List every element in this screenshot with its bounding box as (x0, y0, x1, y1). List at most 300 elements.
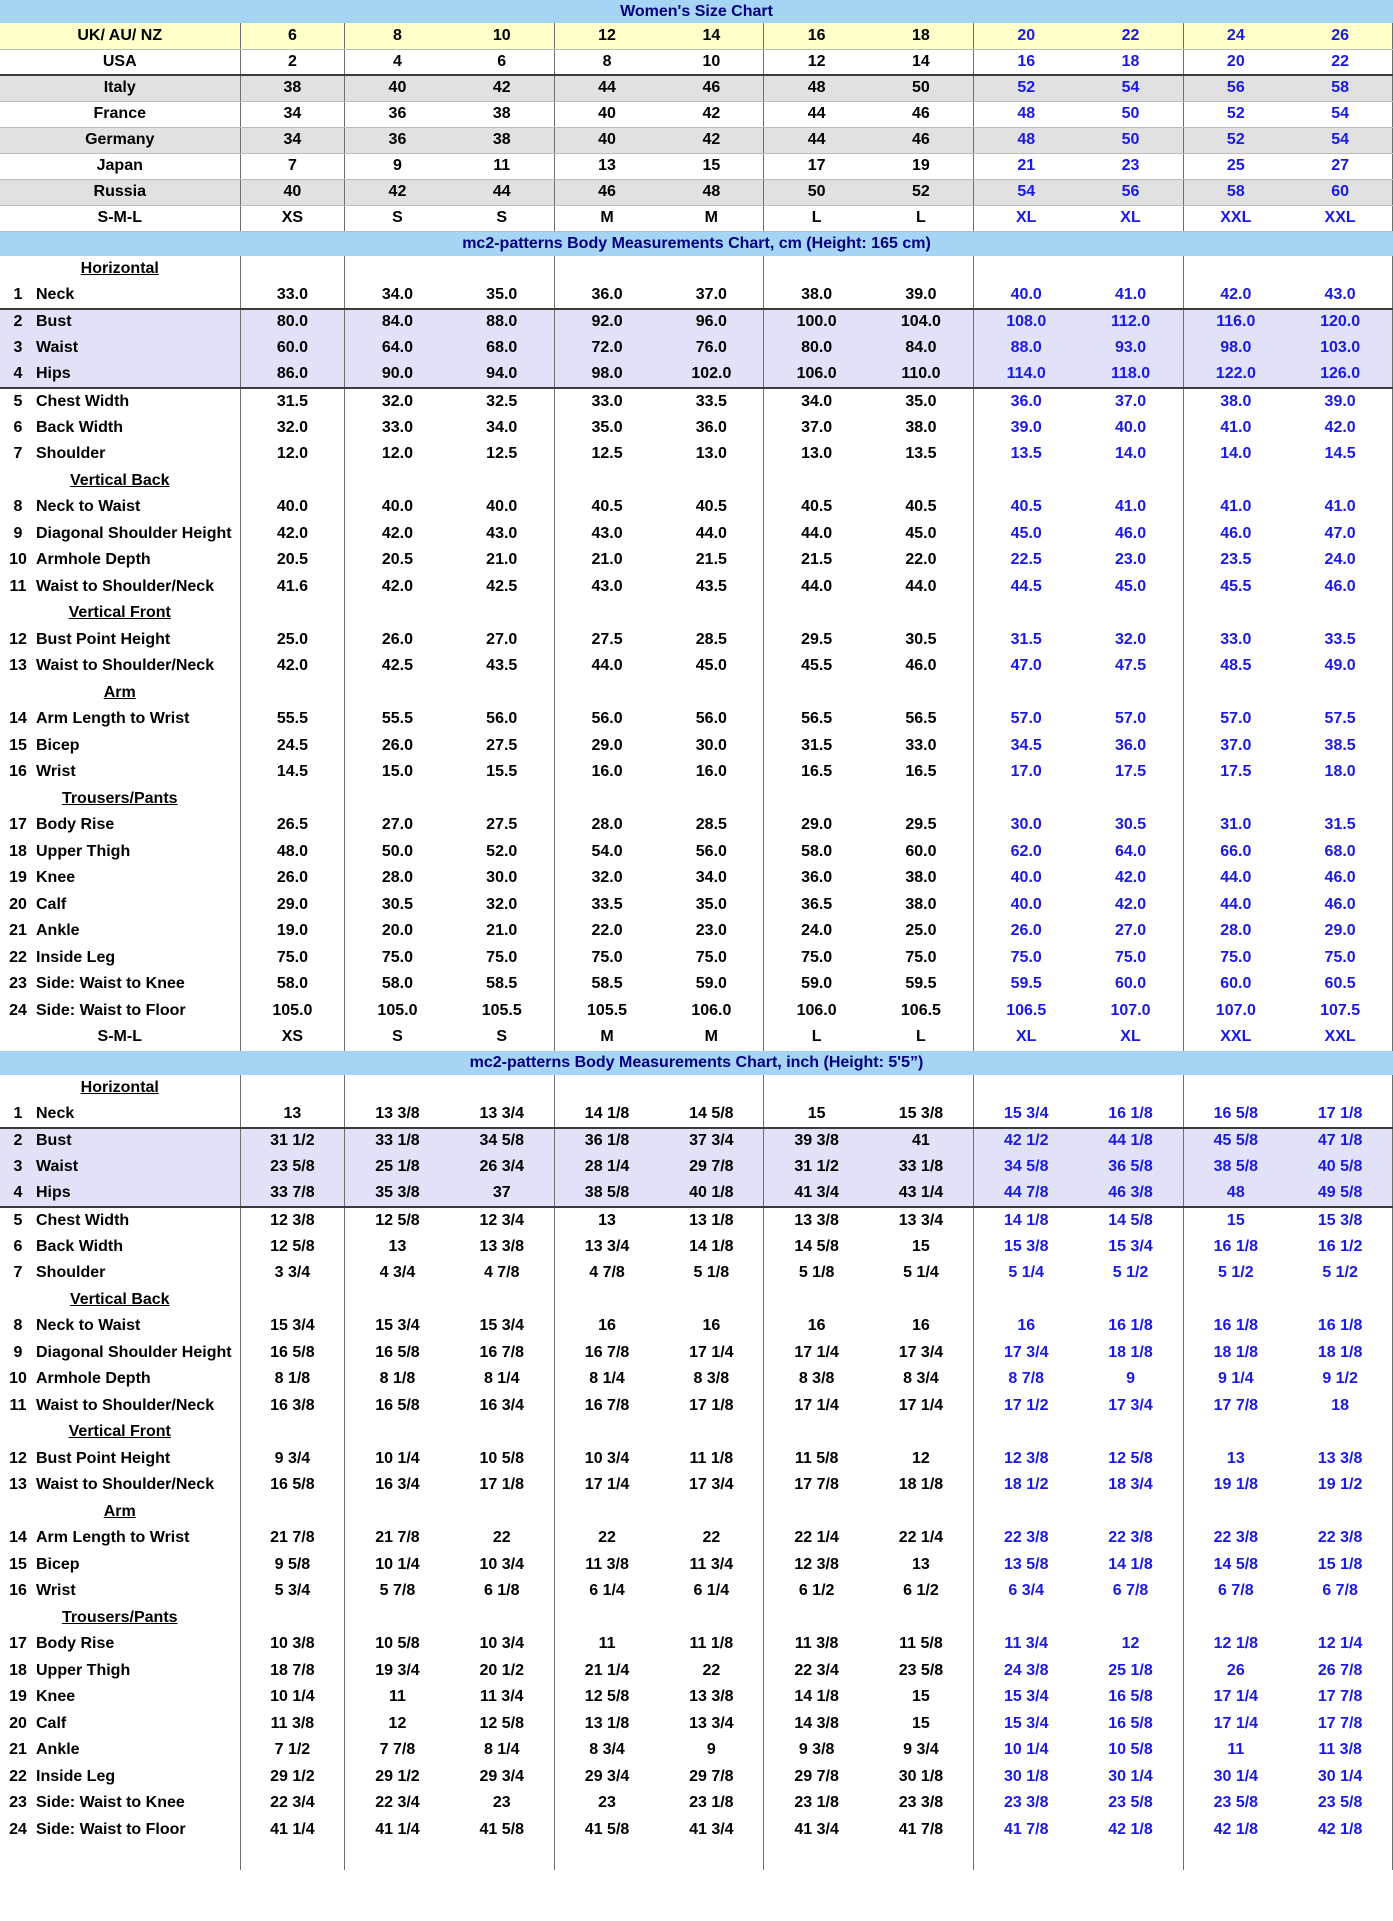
measure-row-label (0, 1684, 240, 1711)
measure-row-name: Wrist (36, 1582, 76, 1600)
size-cell: XS (240, 205, 345, 231)
size-cell: 8 (554, 49, 659, 75)
measure-cell: 14 5/8 (1108, 1211, 1153, 1229)
measure-row-number: 4 (13, 365, 23, 383)
measure-cell: 29 7/8 (764, 1764, 869, 1791)
measure-cell: 38.0 (1183, 388, 1288, 415)
measure-row-name: Upper Thigh (36, 1661, 131, 1679)
measure-cell: 107.0 (1183, 998, 1288, 1025)
measure-row (0, 1764, 1393, 1791)
measure-row-label (0, 1578, 240, 1605)
size-row (0, 23, 1393, 49)
cm-chart-header: mc2-patterns Body Measurements Chart, cm (Height: 165 cm) (0, 232, 1393, 256)
measure-cell-empty (240, 256, 345, 283)
measure-cell: 49.0 (1288, 653, 1393, 680)
measure-row-name: Hips (36, 365, 71, 383)
measure-row-number: 16 (9, 1582, 27, 1600)
measure-cell: 33.0 (1183, 627, 1288, 654)
measure-cell: 75.0 (974, 945, 1079, 972)
measure-cell: 30.0 (974, 812, 1079, 839)
measure-cell: 13 1/8 (554, 1711, 659, 1738)
measure-cell: 44 1/8 (1078, 1128, 1183, 1155)
empty-bottom-row (0, 1843, 1393, 1870)
measure-cell: 33.0 (554, 388, 659, 415)
measure-row-label (0, 998, 240, 1025)
measure-cell: 22 3/8 (1288, 1525, 1393, 1552)
measure-row-label (0, 1764, 240, 1791)
measure-row-label (0, 1817, 240, 1844)
measure-cell: 10 1/4 (345, 1446, 450, 1473)
measure-cell: 24 3/8 (974, 1658, 1079, 1685)
measure-cell: 6 7/8 (1112, 1582, 1149, 1600)
section-title: Horizontal (80, 259, 159, 277)
measure-cell: 28.5 (695, 816, 727, 834)
size-cell: 24 (1183, 23, 1288, 49)
measure-cell: 16 1/8 (1108, 1317, 1153, 1335)
measure-cell: 38.5 (1288, 733, 1393, 760)
measure-row-name: Waist to Shoulder/Neck (36, 577, 215, 595)
measure-row-number: 12 (9, 630, 27, 648)
measure-cell: 39.0 (974, 415, 1079, 442)
measure-row-number: 22 (9, 1767, 27, 1785)
measure-cell: 41.0 (1114, 498, 1147, 516)
size-cell: 46 (659, 75, 764, 101)
measure-cell-empty (764, 600, 869, 627)
measure-cell: 13 3/8 (764, 1207, 869, 1234)
measure-cell: 41 (869, 1128, 974, 1155)
measure-row (0, 1313, 1393, 1340)
size-row-label: Russia (0, 179, 240, 205)
measure-row (0, 1128, 1393, 1155)
size-row-label: S-M-L (0, 205, 240, 231)
measure-cell: 29.0 (240, 892, 345, 919)
measure-cell: 23 5/8 (898, 1661, 944, 1679)
measure-cell: 56.0 (554, 706, 659, 733)
size-cell: 16 (974, 49, 1079, 75)
measure-cell-empty (659, 1605, 764, 1632)
measure-cell: 30.0 (695, 736, 727, 754)
measure-cell: 107.5 (1288, 998, 1393, 1025)
section-label (0, 1075, 240, 1102)
measure-cell: 46.0 (1114, 524, 1147, 542)
measure-row (0, 521, 1393, 548)
section-label (0, 1499, 240, 1526)
size-cell: S (345, 205, 450, 231)
size-row-label: France (0, 101, 240, 127)
measure-cell: 11 1/8 (689, 1635, 734, 1653)
measure-cell: 40.5 (974, 494, 1079, 521)
measure-row-name: Inside Leg (36, 1767, 116, 1785)
sml-cell: M (704, 1028, 718, 1046)
measure-cell: 36.5 (764, 892, 869, 919)
measure-row (0, 1472, 1393, 1499)
measure-row (0, 1101, 1393, 1128)
measure-cell: 13 3/4 (898, 1211, 944, 1229)
measure-cell: 41.0 (1183, 494, 1288, 521)
measure-cell: 11 5/8 (764, 1446, 869, 1473)
measure-cell: 102.0 (659, 362, 764, 389)
section-title: Vertical Front (68, 604, 171, 622)
measure-row-name: Hips (36, 1184, 71, 1202)
measure-cell: 12 3/8 (240, 1207, 345, 1234)
measure-row-number: 17 (9, 816, 27, 834)
measure-cell: 17 1/4 (689, 1343, 734, 1361)
measure-cell: 75.0 (1183, 945, 1288, 972)
measure-cell: 15 (912, 1237, 930, 1255)
measure-row (0, 812, 1393, 839)
measure-cell: 12 5/8 (1108, 1449, 1153, 1467)
measure-cell-empty (869, 1419, 974, 1446)
measure-cell: 36.0 (974, 388, 1079, 415)
measure-row (0, 839, 1393, 866)
measure-cell-empty (345, 1287, 450, 1314)
measure-cell: 8 7/8 (974, 1366, 1079, 1393)
measure-cell: 105.5 (481, 1001, 522, 1019)
measure-cell: 11 (1183, 1737, 1288, 1764)
measure-cell: 11 (345, 1684, 450, 1711)
measure-row (0, 1181, 1393, 1208)
measure-cell-empty (554, 1419, 659, 1446)
measure-row-number: 10 (9, 1370, 27, 1388)
size-cell: 34 (240, 127, 345, 153)
measure-cell-empty (764, 1287, 869, 1314)
measure-cell: 22.0 (905, 551, 937, 569)
measure-cell: 5 1/2 (1288, 1260, 1393, 1287)
measure-cell: 17 1/8 (1288, 1101, 1393, 1128)
measure-cell: 24.5 (240, 733, 345, 760)
measure-row-number: 20 (9, 1714, 27, 1732)
size-cell: 12 (764, 49, 869, 75)
measure-cell-empty (764, 256, 869, 283)
measure-cell-empty (240, 786, 345, 813)
measure-cell: 40 5/8 (1288, 1154, 1393, 1181)
section-title: Vertical Back (69, 471, 170, 489)
measure-cell: 36.0 (695, 418, 727, 436)
measure-row-label (0, 812, 240, 839)
measure-cell-empty (450, 1419, 555, 1446)
section-title: Trousers/Pants (61, 789, 178, 807)
measure-cell: 49 5/8 (1288, 1181, 1393, 1208)
measure-cell: 42 1/2 (974, 1128, 1079, 1155)
measure-cell: 105.0 (345, 998, 450, 1025)
measure-cell: 5 1/8 (764, 1260, 869, 1287)
measure-cell: 36.0 (764, 865, 869, 892)
measure-cell: 46 3/8 (1078, 1181, 1183, 1208)
measure-row-name: Ankle (36, 922, 80, 940)
measure-cell: 11 3/8 (554, 1552, 659, 1579)
measure-cell: 31 1/2 (240, 1128, 345, 1155)
measure-cell: 42.0 (1114, 869, 1147, 887)
measure-cell: 11 3/8 (240, 1711, 345, 1738)
measure-cell: 17 3/4 (1108, 1396, 1153, 1414)
measure-cell: 17 1/4 (1183, 1711, 1288, 1738)
size-row (0, 75, 1393, 101)
section-title: Vertical Back (69, 1290, 170, 1308)
measure-cell: 45.0 (695, 657, 727, 675)
measure-cell: 75.0 (1288, 945, 1393, 972)
measure-row (0, 1340, 1393, 1367)
measure-cell-empty (1183, 680, 1288, 707)
measure-cell: 41.0 (1114, 285, 1147, 303)
measure-cell: 17 1/4 (764, 1340, 869, 1367)
measure-row (0, 362, 1393, 389)
measure-cell: 96.0 (659, 309, 764, 336)
section-header-row (0, 1075, 1393, 1102)
measure-cell: 26.0 (345, 733, 450, 760)
measure-row-number: 13 (9, 1476, 27, 1494)
measure-cell: 9 3/4 (903, 1741, 939, 1759)
empty-cell (764, 1843, 869, 1870)
measure-cell: 22 (702, 1529, 721, 1547)
measure-cell: 35.0 (554, 415, 659, 442)
measure-cell-empty (869, 680, 974, 707)
measure-cell-empty (1288, 600, 1393, 627)
size-cell: XXL (1183, 205, 1288, 231)
measure-cell: 13.5 (974, 441, 1079, 468)
measure-cell: 8 3/8 (764, 1366, 869, 1393)
measure-cell: 21.5 (695, 551, 727, 569)
measure-cell: 13 3/8 (1288, 1446, 1393, 1473)
measure-cell: 4 3/4 (345, 1260, 450, 1287)
measure-cell: 15 3/8 (1288, 1207, 1393, 1234)
measure-cell-empty (659, 680, 764, 707)
measure-row-label (0, 547, 240, 574)
measure-cell: 26.0 (240, 865, 345, 892)
measure-cell: 80.0 (240, 309, 345, 336)
measure-cell: 46.0 (1288, 865, 1393, 892)
measure-row-name: Bicep (36, 1555, 80, 1573)
measure-row-name: Knee (36, 1688, 76, 1706)
measure-cell: 38 5/8 (1183, 1154, 1288, 1181)
section-title: Trousers/Pants (61, 1608, 178, 1626)
empty-cell (974, 1843, 1079, 1870)
measure-cell: 57.0 (1183, 706, 1288, 733)
size-cell: 17 (764, 153, 869, 179)
measure-cell: 24.0 (1288, 547, 1393, 574)
measure-cell: 37.0 (695, 285, 727, 303)
measure-cell: 10 1/4 (345, 1552, 450, 1579)
measure-cell: 29 1/2 (345, 1764, 450, 1791)
measure-row-number: 3 (13, 339, 23, 357)
measure-row-label (0, 1737, 240, 1764)
measure-row-label (0, 309, 240, 336)
measure-row-label (0, 733, 240, 760)
sml-cell: L (764, 1024, 869, 1051)
measure-cell: 38.0 (905, 869, 937, 887)
measure-cell: 47 1/8 (1288, 1128, 1393, 1155)
measure-cell: 22 3/4 (764, 1658, 869, 1685)
measure-cell: 6 1/2 (903, 1582, 939, 1600)
measure-cell: 60.0 (1183, 971, 1288, 998)
size-cell: 50 (1078, 127, 1183, 153)
measure-cell: 42.5 (486, 577, 518, 595)
measure-cell: 54.0 (554, 839, 659, 866)
measure-cell: 15.0 (345, 759, 450, 786)
measure-cell: 14 1/8 (974, 1207, 1079, 1234)
measure-cell-empty (240, 680, 345, 707)
measure-row (0, 971, 1393, 998)
section-label (0, 256, 240, 283)
measure-cell: 44 7/8 (974, 1181, 1079, 1208)
measure-cell: 6 1/4 (693, 1582, 730, 1600)
measure-cell-empty (659, 786, 764, 813)
sml-cell: XXL (1288, 1024, 1393, 1051)
size-cell: 23 (1078, 153, 1183, 179)
measure-cell-empty (240, 468, 345, 495)
measure-cell: 14 1/8 (554, 1101, 659, 1128)
size-cell: 42 (345, 179, 450, 205)
measure-cell-empty (974, 256, 1079, 283)
measure-cell: 29.5 (905, 816, 937, 834)
measure-cell: 16.0 (695, 763, 727, 781)
measure-cell-empty (1288, 468, 1393, 495)
measure-cell: 118.0 (1078, 362, 1183, 389)
size-cell: XL (1078, 205, 1183, 231)
measure-row-label (0, 971, 240, 998)
section-label (0, 680, 240, 707)
measure-cell: 43.5 (486, 657, 518, 675)
measure-cell: 37.0 (764, 415, 869, 442)
measure-cell: 16 1/8 (1108, 1104, 1153, 1122)
size-cell: 25 (1183, 153, 1288, 179)
measure-cell-empty (764, 680, 869, 707)
measure-row-name: Neck (36, 1104, 75, 1122)
measure-cell: 45 5/8 (1183, 1128, 1288, 1155)
measure-cell: 29 7/8 (689, 1767, 734, 1785)
measure-cell: 16.0 (554, 759, 659, 786)
measure-cell: 12.0 (240, 441, 345, 468)
sml-cell: XS (240, 1024, 345, 1051)
measure-cell: 34.0 (486, 418, 518, 436)
measure-row-name: Armhole Depth (36, 1370, 151, 1388)
measure-cell: 15 (912, 1714, 930, 1732)
measure-cell: 38.0 (764, 282, 869, 309)
measure-row-number: 9 (13, 1343, 23, 1361)
section-header-row (0, 1419, 1393, 1446)
measure-cell: 31.5 (240, 388, 345, 415)
measure-cell: 5 3/4 (240, 1578, 345, 1605)
measure-row-number: 20 (9, 895, 27, 913)
measure-cell: 12 1/8 (1183, 1631, 1288, 1658)
measure-cell-empty (240, 1499, 345, 1526)
measure-cell: 30.5 (345, 892, 450, 919)
measure-cell: 42.0 (345, 574, 450, 601)
measure-cell: 26 7/8 (1288, 1658, 1393, 1685)
measure-row-label (0, 1552, 240, 1579)
measure-cell-empty (1183, 786, 1288, 813)
measure-cell: 46.0 (1183, 521, 1288, 548)
size-cell: 20 (974, 23, 1079, 49)
size-cell: L (764, 205, 869, 231)
measure-cell: 45.0 (905, 524, 937, 542)
measure-cell-empty (764, 1605, 869, 1632)
measure-cell: 17 1/8 (689, 1396, 734, 1414)
measure-cell: 16 5/8 (345, 1340, 450, 1367)
measure-cell: 34 5/8 (450, 1128, 555, 1155)
measure-cell: 10 3/4 (479, 1555, 524, 1573)
size-row (0, 49, 1393, 75)
measure-cell: 30 1/4 (1288, 1764, 1393, 1791)
measure-cell: 5 1/2 (1183, 1260, 1288, 1287)
measure-cell: 88.0 (974, 335, 1079, 362)
measure-cell: 14 3/8 (764, 1711, 869, 1738)
measure-cell: 43.0 (1288, 282, 1393, 309)
measure-row-label (0, 574, 240, 601)
measure-row-name: Waist to Shoulder/Neck (36, 1476, 215, 1494)
measure-cell-empty (240, 1287, 345, 1314)
measure-cell: 8 3/8 (693, 1370, 730, 1388)
measure-row-label (0, 1181, 240, 1208)
measure-cell-empty (345, 786, 450, 813)
measure-cell: 64.0 (1114, 842, 1147, 860)
measure-cell: 14 5/8 (764, 1234, 869, 1261)
size-cell: 27 (1288, 153, 1393, 179)
measure-row-label (0, 1207, 240, 1234)
measure-row-number: 24 (9, 1820, 27, 1838)
measure-cell: 120.0 (1288, 309, 1393, 336)
measure-cell: 116.0 (1183, 309, 1288, 336)
measure-row (0, 282, 1393, 309)
measure-cell-empty (1078, 1605, 1183, 1632)
measure-cell-empty (345, 1499, 450, 1526)
measure-cell: 41 7/8 (898, 1820, 944, 1838)
measure-cell-empty (554, 256, 659, 283)
measure-cell: 11 3/8 (764, 1631, 869, 1658)
measure-row-number: 6 (13, 1237, 23, 1255)
measure-cell: 40.5 (764, 494, 869, 521)
measure-row-label (0, 494, 240, 521)
measure-cell: 88.0 (450, 309, 555, 336)
measure-cell: 75.0 (486, 948, 518, 966)
measure-row-number: 10 (9, 551, 27, 569)
measure-cell: 47.0 (1288, 521, 1393, 548)
measure-row (0, 1552, 1393, 1579)
measure-cell: 11 3/4 (689, 1555, 734, 1573)
measure-cell: 26 (1183, 1658, 1288, 1685)
measure-cell-empty (1183, 1287, 1288, 1314)
measure-cell: 30.5 (905, 630, 937, 648)
measure-cell: 23 5/8 (240, 1154, 345, 1181)
section-title: Arm (103, 683, 136, 701)
measure-cell-empty (974, 468, 1079, 495)
measure-cell: 12.5 (486, 445, 518, 463)
size-cell: 22 (1288, 49, 1393, 75)
measure-cell: 31.5 (1288, 812, 1393, 839)
measure-cell: 16 (554, 1313, 659, 1340)
measure-cell: 23 1/8 (689, 1794, 734, 1812)
measure-row-name: Upper Thigh (36, 842, 131, 860)
measure-cell: 43.5 (695, 577, 727, 595)
measure-row-number: 21 (9, 922, 27, 940)
measure-row-name: Arm Length to Wrist (36, 1529, 190, 1547)
measure-row-number: 2 (13, 1132, 23, 1150)
measure-cell: 41.0 (1183, 415, 1288, 442)
measure-cell: 41 3/4 (689, 1820, 734, 1838)
measure-cell: 16 1/8 (1183, 1313, 1288, 1340)
measure-cell: 35.0 (905, 392, 937, 410)
empty-cell (240, 1843, 345, 1870)
measure-cell: 19 3/4 (345, 1658, 450, 1685)
measure-cell: 29 7/8 (659, 1154, 764, 1181)
sml-row-label: S-M-L (97, 1028, 142, 1046)
measure-cell-empty (554, 1499, 659, 1526)
measure-cell-empty (554, 468, 659, 495)
measure-row (0, 309, 1393, 336)
measure-cell: 76.0 (659, 335, 764, 362)
measure-cell: 23.0 (1114, 551, 1147, 569)
measure-row-name: Side: Waist to Floor (36, 1820, 186, 1838)
measure-cell: 21.5 (764, 547, 869, 574)
